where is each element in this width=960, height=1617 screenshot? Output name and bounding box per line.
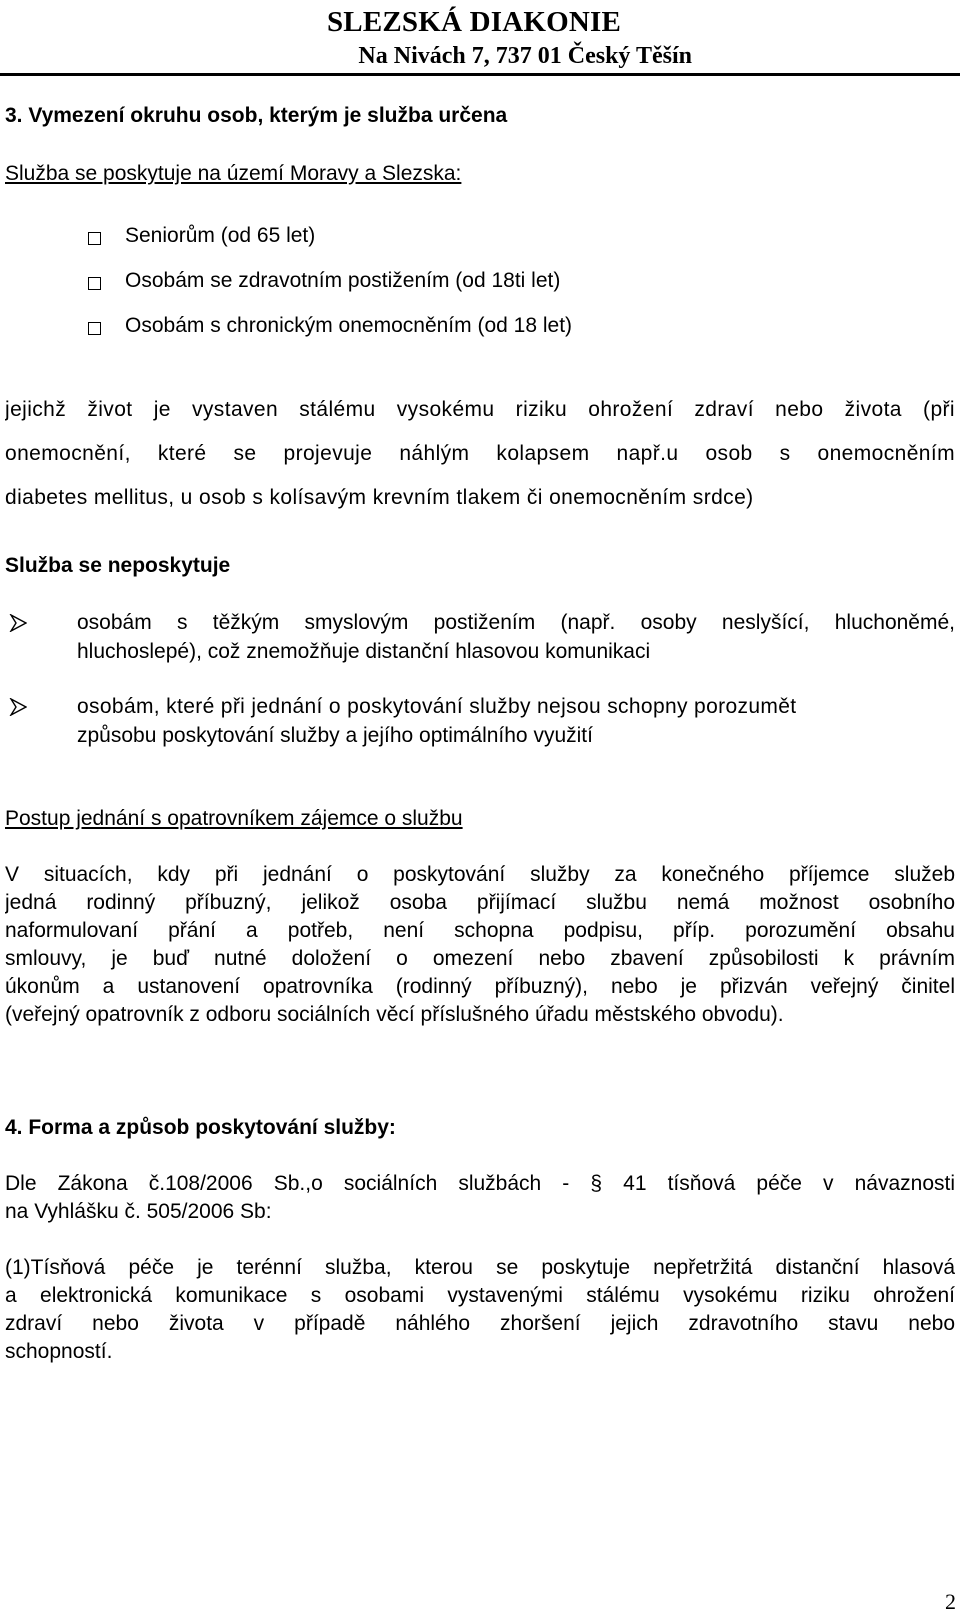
arrow-bullet-icon <box>9 614 27 632</box>
paragraph-line: jedná rodinný příbuzný, jelikož osoba přijímací službu nemá možnost osobního <box>5 891 955 914</box>
paragraph-line: V situacích, kdy při jednání o poskytování služby za konečného příjemce služeb <box>5 863 955 886</box>
paragraph-line: Dle Zákona č.108/2006 Sb.,o sociálních službách - § 41 tísňová péče v návaznosti <box>5 1172 955 1195</box>
paragraph-line: naformulovaní přání a potřeb, není schopna podpisu, příp. porozumění obsahu <box>5 919 955 942</box>
paragraph-line: úkonům a ustanovení opatrovníka (rodinný příbuzný), nebo je přizván veřejný činitel <box>5 975 955 998</box>
organization-address: Na Nivách 7, 737 01 Český Těšín <box>358 43 692 69</box>
document-header <box>264 6 692 69</box>
page-number: 2 <box>945 1589 956 1614</box>
list-item-label: Seniorům (od 65 let) <box>125 224 316 247</box>
header-divider <box>0 73 960 76</box>
checkbox-square-icon <box>88 277 101 290</box>
organization-name: SLEZSKÁ DIAKONIE <box>326 6 622 38</box>
guardian-paragraph <box>5 861 955 1029</box>
checkbox-square-icon <box>88 232 101 245</box>
paragraph-line: a elektronická komunikace s osobami vystavenými stálému vysokému riziku ohrožení <box>5 1284 955 1307</box>
list-item-line: osobám s těžkým smyslovým postižením (např. osoby neslyšící, hluchoněmé, <box>77 611 955 634</box>
guardian-heading: Postup jednání s opatrovníkem zájemce o službu <box>5 807 463 830</box>
arrow-bullet-icon <box>9 698 27 716</box>
list-item-label: Osobám se zdravotním postižením (od 18ti let) <box>125 269 561 292</box>
list-item-label: Osobám s chronickým onemocněním (od 18 let) <box>125 314 573 337</box>
paragraph-line: diabetes mellitus, u osob s kolísavým krevním tlakem či onemocněním srdce) <box>5 486 754 509</box>
law-paragraph <box>5 1170 955 1226</box>
section-3-heading: 3. Vymezení okruhu osob, kterým je služba určena <box>5 104 508 127</box>
paragraph-line: zdraví nebo života v případě náhlého zhoršení jejich zdravotního stavu nebo <box>5 1312 955 1335</box>
paragraph-line: schopností. <box>5 1340 113 1363</box>
section-4-heading: 4. Forma a způsob poskytování služby: <box>5 1116 396 1139</box>
service-area-intro: Služba se poskytuje na území Moravy a Slezska: <box>5 162 462 185</box>
checkbox-square-icon <box>88 322 101 335</box>
definition-paragraph <box>5 1254 955 1366</box>
paragraph-line: (1)Tísňová péče je terénní služba, kterou se poskytuje nepřetržitá distanční hlasová <box>5 1256 955 1279</box>
paragraph-line: onemocnění, které se projevuje náhlým kolapsem např.u osob s onemocněním <box>5 442 955 465</box>
paragraph-line: (veřejný opatrovník z odboru sociálních věcí příslušného úřadu městského obvodu). <box>5 1003 784 1026</box>
risk-paragraph <box>5 395 955 527</box>
list-item-line: osobám, které při jednání o poskytování služby nejsou schopny porozumět <box>77 695 797 718</box>
excluded-heading: Služba se neposkytuje <box>5 554 231 577</box>
paragraph-line: smlouvy, je buď nutné doložení o omezení nebo zbavení způsobilosti k právním <box>5 947 955 970</box>
paragraph-line: jejichž život je vystaven stálému vysokému riziku ohrožení zdraví nebo života (při <box>5 398 955 421</box>
paragraph-line: na Vyhlášku č. 505/2006 Sb: <box>5 1200 272 1223</box>
list-item-line: způsobu poskytování služby a jejího optimálního využití <box>77 724 593 747</box>
list-item-line: hluchoslepé), což znemožňuje distanční hlasovou komunikaci <box>77 640 651 663</box>
